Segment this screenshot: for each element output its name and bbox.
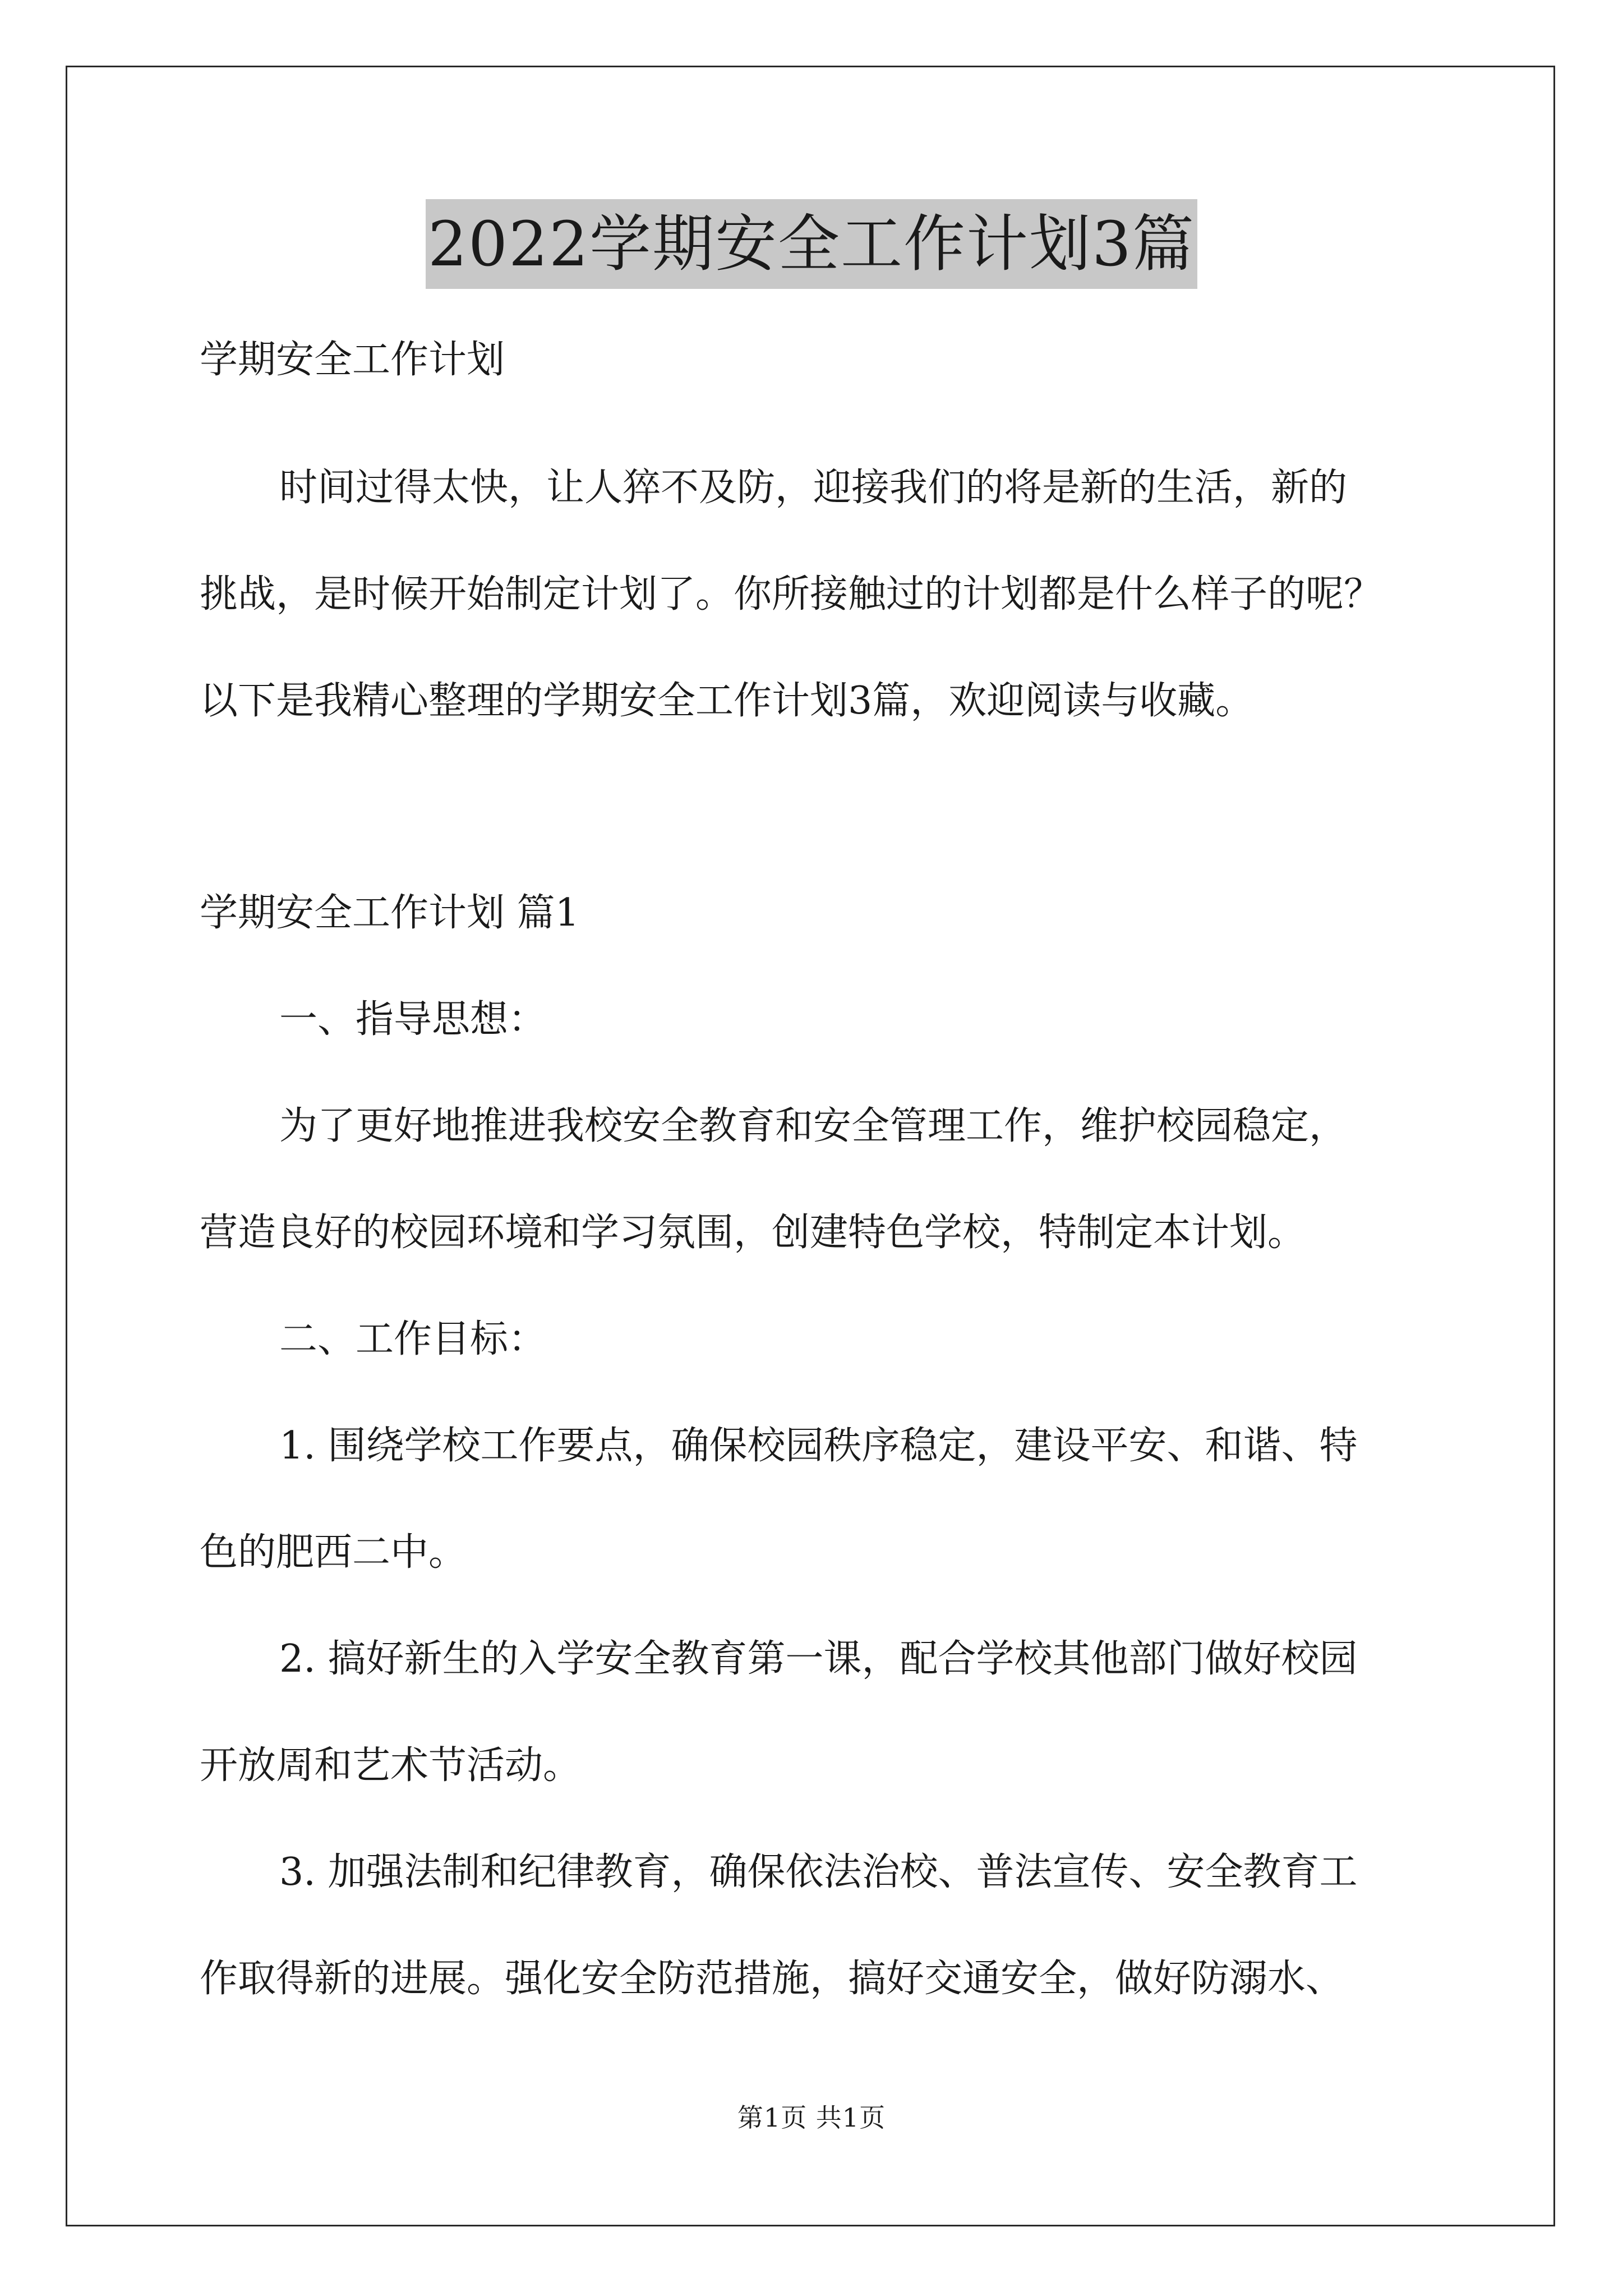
document-title-text: 2022学期安全工作计划3篇 xyxy=(426,199,1197,289)
subheading: 二、工作目标： xyxy=(279,1317,547,1361)
paragraph-line: 时间过得太快，让人猝不及防，迎接我们的将是新的生活，新的 xyxy=(279,466,1348,510)
list-item-line: 色的肥西二中。 xyxy=(200,1530,467,1575)
list-item-line: 3. 加强法制和纪律教育，确保依法治校、普法宣传、安全教育工 xyxy=(279,1850,1358,1894)
paragraph-line: 挑战，是时候开始制定计划了。你所接触过的计划都是什么样子的呢？ xyxy=(200,572,1382,616)
paragraph-line: 以下是我精心整理的学期安全工作计划3篇，欢迎阅读与收藏。 xyxy=(200,679,1254,723)
document-title xyxy=(0,199,1623,289)
list-item-line: 1. 围绕学校工作要点，确保校园秩序稳定，建设平安、和谐、特 xyxy=(279,1424,1358,1468)
paragraph-line: 营造良好的校园环境和学习氛围，创建特色学校，特制定本计划。 xyxy=(200,1211,1306,1255)
page-footer: 第1页 共1页 xyxy=(737,2102,886,2133)
section-heading: 学期安全工作计划 篇1 xyxy=(200,891,579,935)
subheading: 一、指导思想： xyxy=(279,997,547,1042)
paragraph-line: 为了更好地推进我校安全教育和安全管理工作，维护校园稳定， xyxy=(279,1104,1348,1148)
list-item-line: 作取得新的进展。强化安全防范措施，搞好交通安全，做好防溺水、 xyxy=(200,1957,1344,2001)
section-heading: 学期安全工作计划 xyxy=(200,338,505,382)
list-item-line: 开放周和艺术节活动。 xyxy=(200,1743,582,1788)
list-item-line: 2. 搞好新生的入学安全教育第一课，配合学校其他部门做好校园 xyxy=(279,1637,1358,1681)
